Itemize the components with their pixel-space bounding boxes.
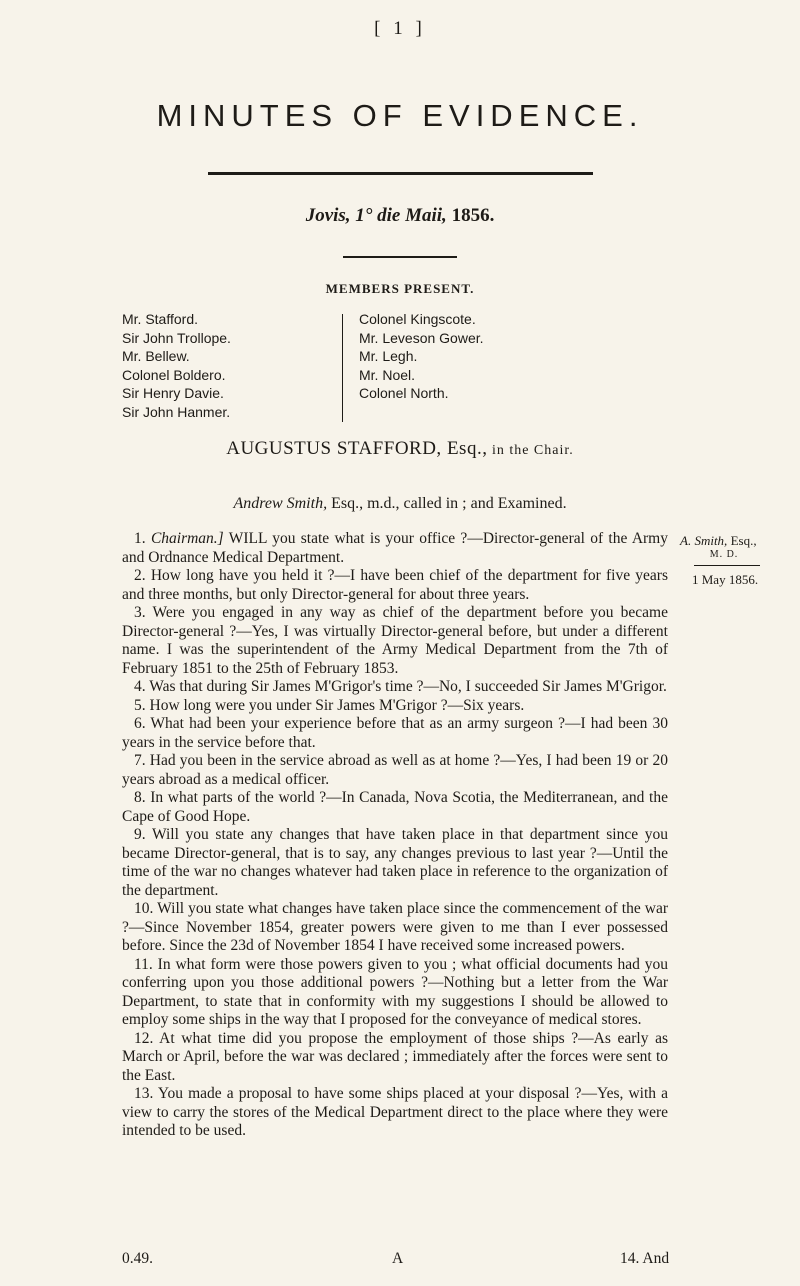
margin-date: 1 May 1856. — [692, 572, 759, 587]
sitting-date — [0, 205, 800, 227]
member: Sir John Trollope. — [122, 329, 231, 346]
sitting-day: Jovis, 1° die Maii, — [305, 205, 447, 226]
member: Sir Henry Davie. — [122, 385, 224, 401]
member: Mr. Stafford. — [122, 311, 198, 327]
page-title: MINUTES OF EVIDENCE. — [156, 98, 644, 133]
question-paragraph: 7. Had you been in the service abroad as well as at home ?—Yes, I had been 19 or 20 years abroad as a medical officer. — [122, 752, 668, 788]
question-paragraph: 3. Were you engaged in any way as chief of the department before you became Director-general ?—Yes, I was virtually Director-general before, but under a different name. I was the superintendent of the Army Medical Department from the 7th of February 1851 to the 25th of February 1853. — [122, 604, 668, 677]
members-heading: MEMBERS PRESENT. — [325, 281, 475, 296]
question-paragraph — [122, 530, 668, 567]
witness-line — [0, 495, 800, 513]
paper-reference: 0.49. — [122, 1250, 153, 1267]
margin-degree: M. D. — [709, 549, 739, 560]
members-list-left — [122, 310, 231, 421]
member: Mr. Noel. — [359, 366, 416, 383]
sitting-year: 1856. — [451, 205, 495, 226]
witness-rest: Esq., m.d., called in ; and Examined. — [327, 495, 567, 512]
question-paragraph: 6. What had been your experience before that as an army surgeon ?—I had been 30 years in the service before that. — [122, 715, 668, 751]
margin-rule — [694, 565, 760, 566]
members-list-right — [359, 310, 484, 403]
page-number: [ 1 ] — [374, 18, 426, 39]
member: Colonel North. — [359, 385, 449, 401]
question-paragraph: 13. You made a proposal to have some ships placed at your disposal ?—Yes, with a view to carry the stores of the Medical Department direct to the place where they were intended to be used. — [122, 1085, 668, 1139]
question-paragraph: 2. How long have you held it ?—I have been chief of the department for five years and three months, but only Director-general for about three years. — [122, 567, 668, 603]
members-divider — [342, 314, 343, 422]
chair-line — [0, 438, 800, 460]
member: Sir John Hanmer. — [122, 403, 231, 420]
margin-note — [680, 533, 798, 588]
question-paragraph: 4. Was that during Sir James M'Grigor's time ?—No, I succeeded Sir James M'Grigor. — [134, 678, 667, 695]
date-rule — [343, 256, 457, 258]
signature-mark: A — [392, 1250, 404, 1267]
question-paragraph: 9. Will you state any changes that have taken place in that department since you became Director-general, that is to say, any changes previous to last year ?—Until the time of the war no changes whatever had taken place in reference to the organization of the department. — [122, 826, 668, 899]
question-paragraph: 12. At what time did you propose the employment of those ships ?—As early as March or April, before the war was declared ; immediately after the forces were sent to the East. — [122, 1029, 668, 1084]
title-rule — [208, 172, 593, 175]
speaker: Chairman.] — [150, 530, 224, 547]
question-paragraph: 10. Will you state what changes have taken place since the commencement of the war ?—Since November 1854, greater powers were given to me than I ever possessed before. Since the 23d of November 1854 I have received some increased powers. — [122, 900, 668, 954]
question-paragraph: 8. In what parts of the world ?—In Canada, Nova Scotia, the Mediterranean, and the Cape of Good Hope. — [122, 789, 668, 825]
chair-rest: in the Chair. — [487, 443, 574, 458]
witness-name: Andrew Smith, — [233, 495, 328, 512]
chair-esq: Esq., — [446, 438, 488, 459]
margin-esq: Esq., — [727, 533, 757, 548]
member: Mr. Bellew. — [122, 348, 190, 364]
chair-name: AUGUSTUS STAFFORD, — [226, 438, 447, 459]
catchword: 14. And — [620, 1250, 670, 1267]
member: Mr. Leveson Gower. — [359, 329, 484, 346]
member: Mr. Legh. — [359, 348, 418, 364]
question-paragraph: 5. How long were you under Sir James M'Grigor ?—Six years. — [134, 696, 525, 714]
margin-witness-name: A. Smith, — [680, 533, 728, 548]
q-number: 1. — [134, 530, 151, 547]
member: Colonel Boldero. — [122, 366, 226, 383]
evidence-body — [122, 530, 668, 1141]
question-text: WILL you state what is your office ?—Director-general of the Army and Ordnance Medical Department. — [122, 530, 668, 566]
member: Colonel Kingscote. — [359, 311, 476, 327]
question-paragraph: 11. In what form were those powers given to you ; what official documents had you conferring upon you those additional powers ?—Nothing but a letter from the War Department, to state that in conformity with my suggestions I should be allowed to employ some ships in the way that I proposed for the conveyance of medical stores. — [122, 955, 668, 1028]
